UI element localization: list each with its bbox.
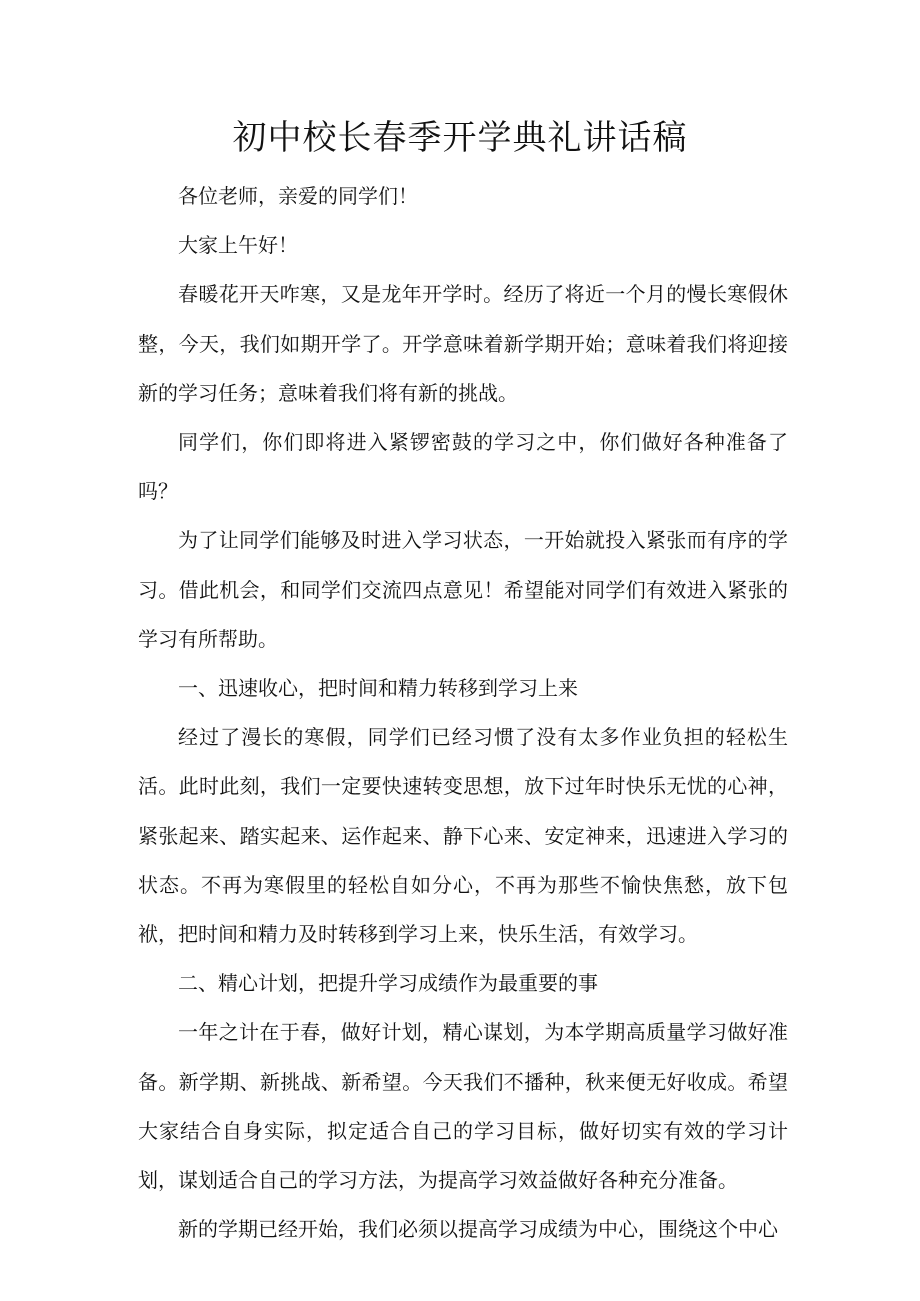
body-paragraph: 一年之计在于春，做好计划，精心谋划，为本学期高质量学习做好准备。新学期、新挑战、新希望。今天我们不播种，秋来便无好收成。希望大家结合自身实际，拟定适合自己的学习目标，做好切实有效的学习计划，谋划适合自己的学习方法，为提高学习效益做好各种充分准备。 [138, 1020, 788, 1193]
body-paragraph: 经过了漫长的寒假，同学们已经习惯了没有太多作业负担的轻松生活。此时此刻，我们一定要快速转变思想，放下过年时快乐无忧的心神，紧张起来、踏实起来、运作起来、静下心来、安定神来，迅速进入学习的状态。不再为寒假里的轻松自如分心，不再为那些不愉快焦愁，放下包袱，把时间和精力及时转移到学习上来，快乐生活，有效学习。 [138, 725, 788, 947]
section-heading: 一、迅速收心，把时间和精力转移到学习上来 [178, 676, 578, 701]
salutation-paragraph: 大家上午好！ [178, 233, 298, 258]
document-title: 初中校长春季开学典礼讲话稿 [232, 118, 688, 158]
body-paragraph: 春暖花开天咋寒，又是龙年开学时。经历了将近一个月的慢长寒假休整，今天，我们如期开学了。开学意味着新学期开始；意味着我们将迎接新的学习任务；意味着我们将有新的挑战。 [138, 282, 788, 405]
greeting-paragraph: 各位老师，亲爱的同学们！ [178, 184, 418, 208]
body-paragraph: 为了让同学们能够及时进入学习状态，一开始就投入紧张而有序的学习。借此机会，和同学们交流四点意见！希望能对同学们有效进入紧张的学习有所帮助。 [138, 528, 788, 651]
body-paragraph: 新的学期已经开始，我们必须以提高学习成绩为中心，围绕这个中心 [178, 1217, 778, 1242]
section-heading: 二、精心计划，把提升学习成绩作为最重要的事 [178, 971, 598, 996]
body-paragraph: 同学们，你们即将进入紧锣密鼓的学习之中，你们做好各种准备了吗？ [138, 430, 788, 504]
document-body [138, 172, 788, 1254]
